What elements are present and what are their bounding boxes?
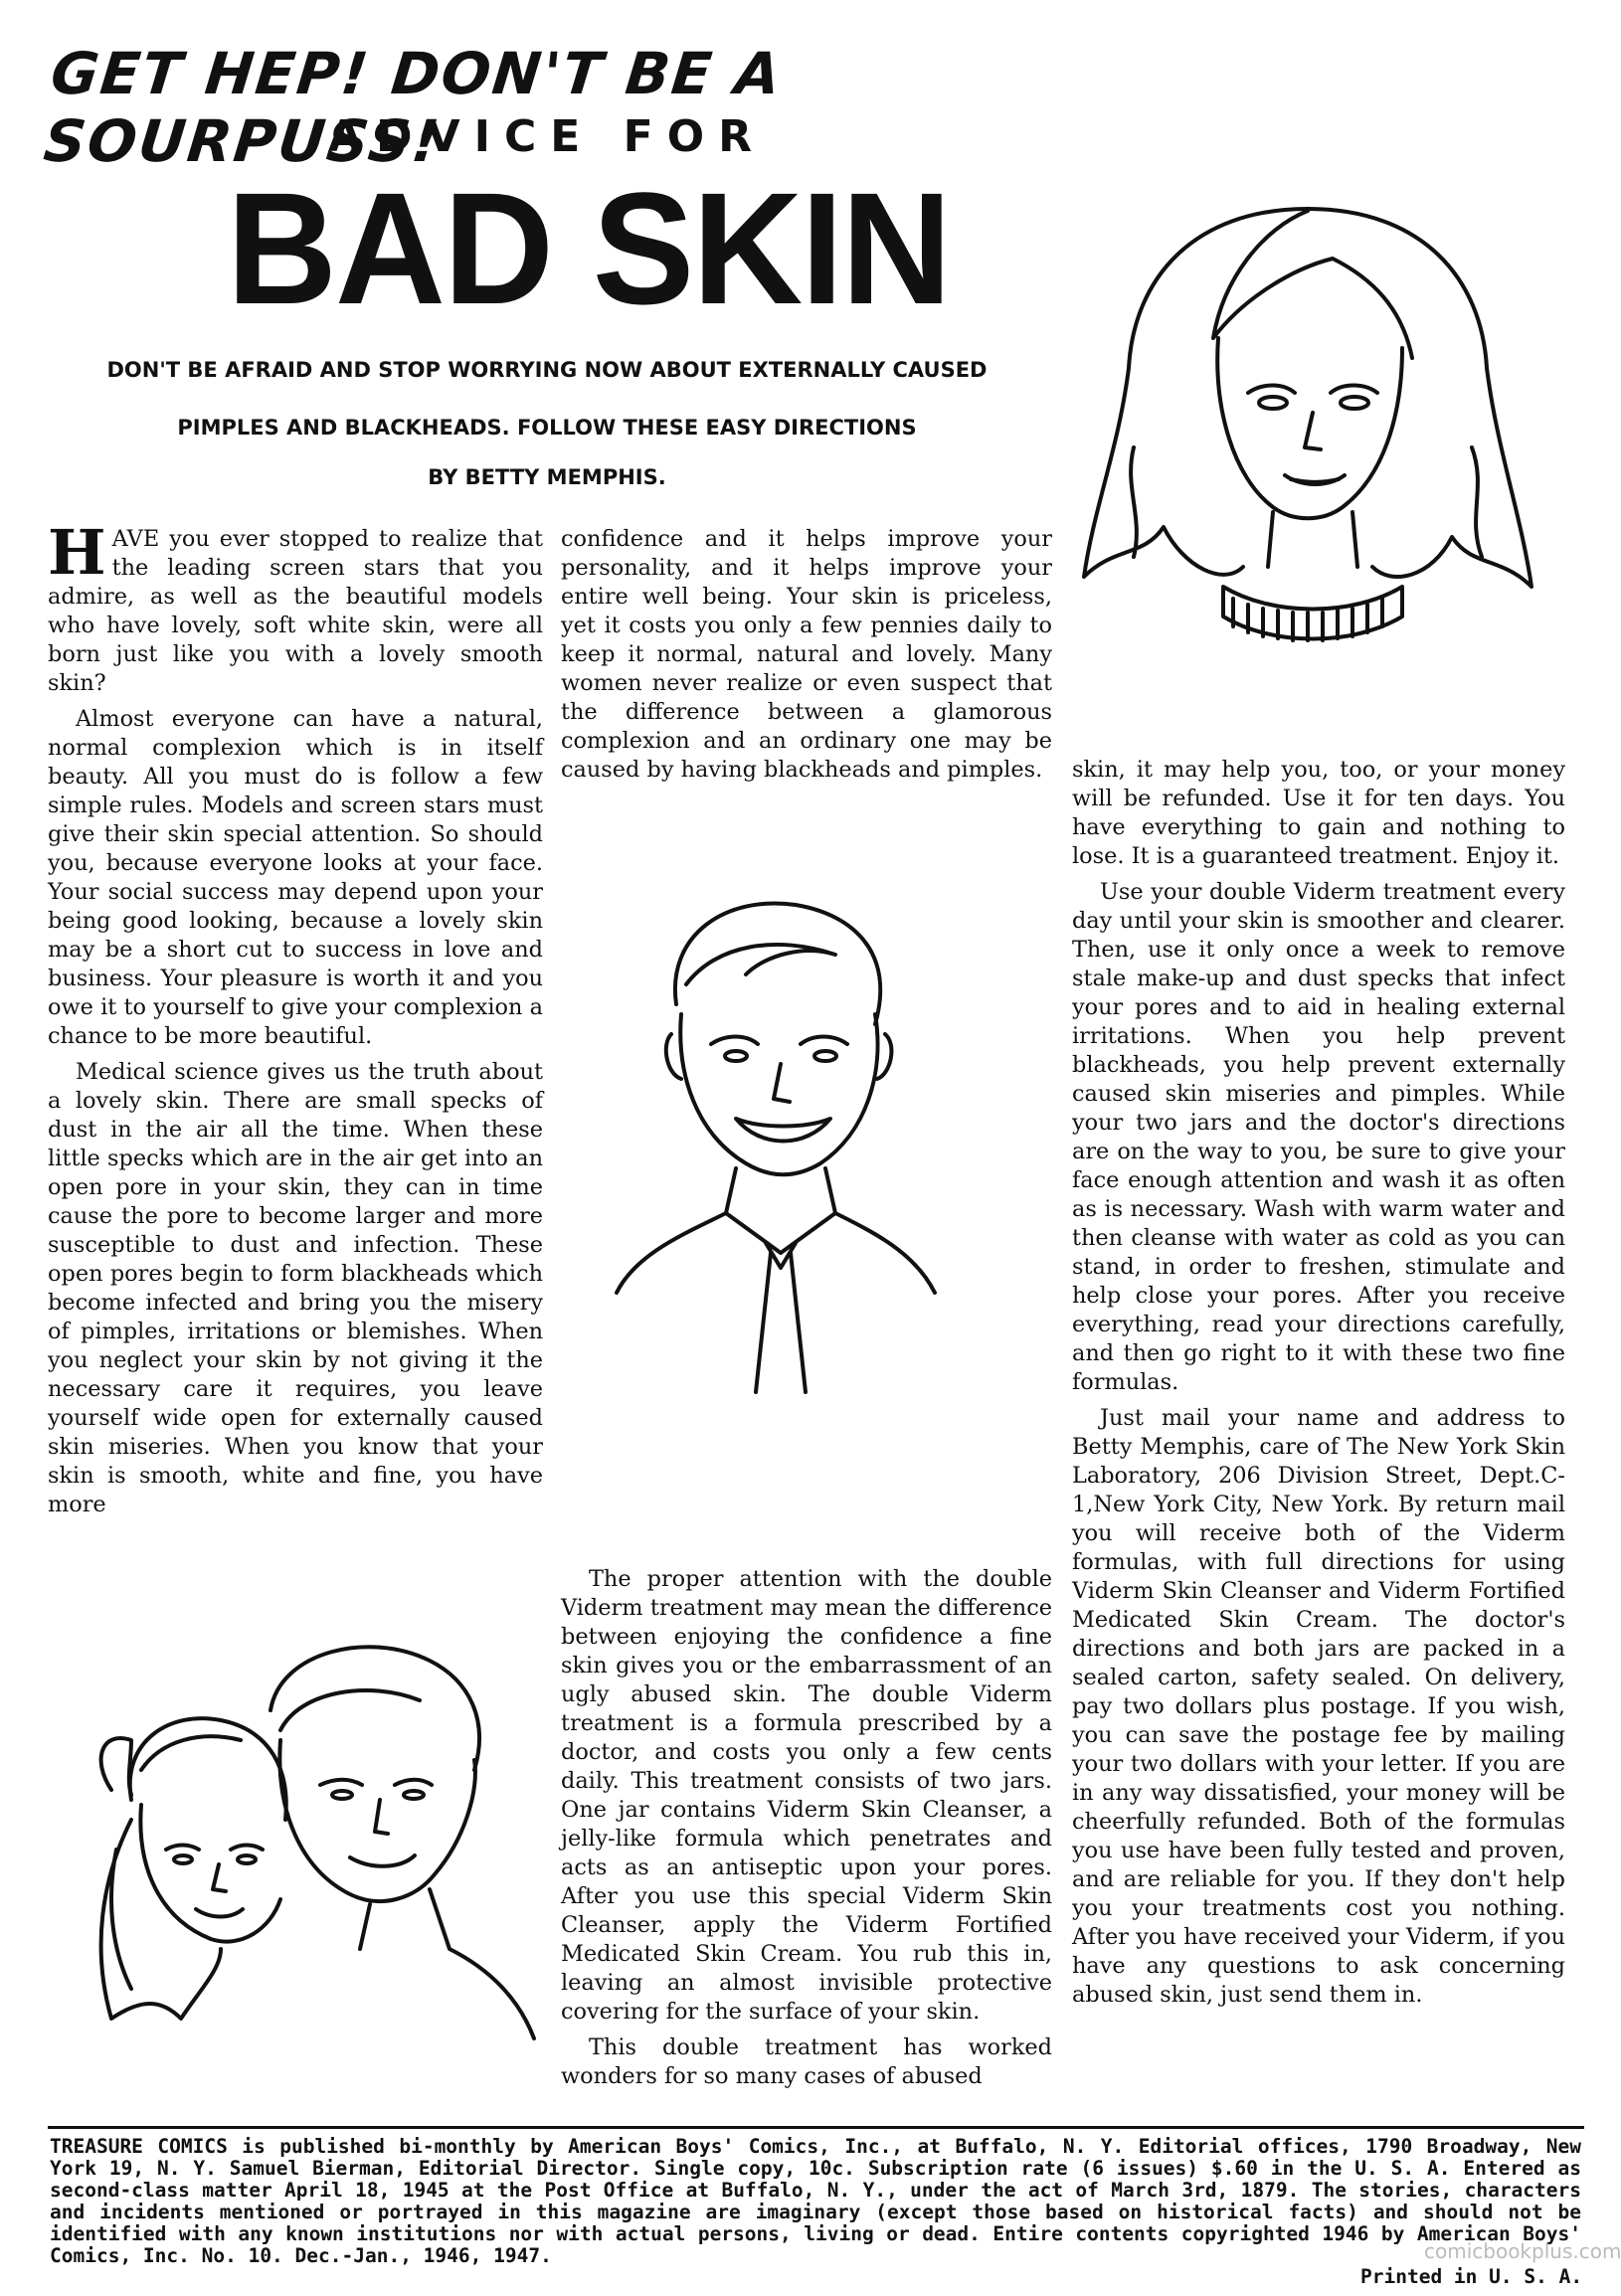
col1-paragraph-1: AVE you ever stopped to realize that the leading screen stars that you admire, as well as the beautiful models who have lovely, soft white skin, were all born just like you with a lovely smooth skin? bbox=[48, 526, 543, 696]
deck-line-2: PIMPLES AND BLACKHEADS. FOLLOW THESE EASY DIRECTIONS bbox=[177, 416, 917, 440]
article-column-2-top bbox=[561, 525, 1052, 792]
article-column-1 bbox=[48, 516, 543, 1526]
subhead: ADVICE FOR bbox=[328, 111, 767, 162]
col2-paragraph-3: This double treatment has worked wonders for so many cases of abused bbox=[561, 2034, 1052, 2089]
couple-illustration bbox=[72, 1621, 539, 2088]
footer-rule bbox=[48, 2126, 1584, 2129]
headline: GET HEP! DON'T BE A SOURPUSS! bbox=[40, 40, 786, 175]
article-column-2-bottom bbox=[561, 1565, 1052, 2098]
col3-paragraph-3: Just mail your name and address to Betty Memphis, care of The New York Skin Laboratory, 206 Division Street, Dept.C-1,New York City, New York. By return mail you will receive both of the Viderm formulas, with full directions for using Viderm Skin Cleanser and Viderm Fortified Medicated Skin Cream. The doctor's directions and both jars are packed in a sealed carton, safety sealed. On delivery, pay two dollars plus postage. If you wish, you can save the postage fee by mailing your two dollars with your letter. If you are in any way dissatisfied, your money will be cheerfully refunded. Both of the formulas you use have been fully tested and proven, and are reliable for you. If they don't help you your treatments cost you nothing. After you have received your Viderm, if you have any questions to ask concerning abused skin, just send them in. bbox=[1072, 1405, 1565, 2008]
man-illustration bbox=[607, 875, 945, 1432]
page-title: BAD SKIN bbox=[227, 159, 951, 337]
drop-cap: H bbox=[48, 516, 106, 589]
printed-in-notice: Printed in U. S. A. bbox=[1360, 2265, 1583, 2288]
watermark: comicbookplus.com bbox=[1424, 2239, 1621, 2263]
col1-paragraph-3: Medical science gives us the truth about a lovely skin. There are small specks of dust in the air all the time. When these little specks which are in the air get into an open pore in your skin, they can in time cause the pore to become larger and more susceptible to dust and infection. These open pores begin to form blackheads which become infected and bring you the misery of pimples, irritations or blemishes. When you neglect your skin by not giving it the necessary care it requires, you leave yourself wide open for externally caused skin miseries. When you know that your skin is smooth, white and fine, you have more bbox=[48, 1059, 543, 1517]
col3-paragraph-2: Use your double Viderm treatment every day until your skin is smoother and clearer. Then, use it only once a week to remove stale make-up and dust specks that infect your pores and to aid in healing external irritations. When you help prevent blackheads, you help prevent externally caused skin miseries and pimples. While your two jars and the doctor's directions are on the way to you, be sure to give your face enough attention and wash it as often as is necessary. Wash with warm water and then cleanse with water as cold as you can stand, in order to freshen, stimulate and help close your pores. After you receive everything, read your directions carefully, and then go right to it with these two fine formulas. bbox=[1072, 879, 1565, 1395]
deck-line-1: DON'T BE AFRAID AND STOP WORRYING NOW ABOUT EXTERNALLY CAUSED bbox=[106, 358, 988, 382]
article-column-3 bbox=[1072, 756, 1565, 2017]
byline: BY BETTY MEMPHIS. bbox=[428, 465, 666, 489]
col3-paragraph-1: skin, it may help you, too, or your money will be refunded. Use it for ten days. You have everything to gain and nothing to lose. It is a guaranteed treatment. Enjoy it. bbox=[1072, 757, 1565, 869]
col2-paragraph-2: The proper attention with the double Viderm treatment may mean the difference between enjoying the confidence a fine skin gives you or the embarrassment of an ugly abused skin. The double Viderm treatment is a formula prescribed by a doctor, and costs you only a few cents daily. This treatment consists of two jars. One jar contains Viderm Skin Cleanser, a jelly-like formula which penetrates and acts as an antiseptic upon your pores. After you use this special Viderm Skin Cleanser, apply the Viderm Fortified Medicated Skin Cream. You rub this in, leaving an almost invisible protective covering for the surface of your skin. bbox=[561, 1566, 1052, 2025]
publication-notice: TREASURE COMICS is published bi-monthly by American Boys' Comics, Inc., at Buffalo, N. Y. Editorial offices, 1790 Broadway, New York 19, N. Y. Samuel Bierman, Editorial Director. Single copy, 10c. Subscription rate (6 issues) $.60 in the U. S. A. Entered as second-class matter April 18, 1945 at the Post Office at Buffalo, N. Y., under the act of March 3rd, 1879. The stories, characters and incidents mentioned or portrayed in this magazine are imaginary (except those based on historical facts) and should not be identified with any known institutions nor with actual persons, living or dead. Entire contents copyrighted 1946 by American Boys' Comics, Inc. No. 10. Dec.-Jan., 1946, 1947. bbox=[50, 2135, 1581, 2267]
col1-paragraph-2: Almost everyone can have a natural, normal complexion which is in itself beauty. All you must do is follow a few simple rules. Models and screen stars must give their skin special attention. So should you, because everyone looks at your face. Your social success may depend upon your being good looking, because a lovely skin may be a short cut to success in love and business. Your pleasure is worth it and you owe it to yourself to give your complexion a chance to be more beautiful. bbox=[48, 706, 543, 1049]
woman-illustration bbox=[1074, 189, 1541, 676]
col2-paragraph-1: confidence and it helps improve your personality, and it helps improve your entire well being. Your skin is priceless, yet it costs you only a few pennies daily to keep it normal, natural and lovely. Many women never realize or even suspect that the difference between a glamorous complexion and an ordinary one may be caused by having blackheads and pimples. bbox=[561, 526, 1052, 783]
